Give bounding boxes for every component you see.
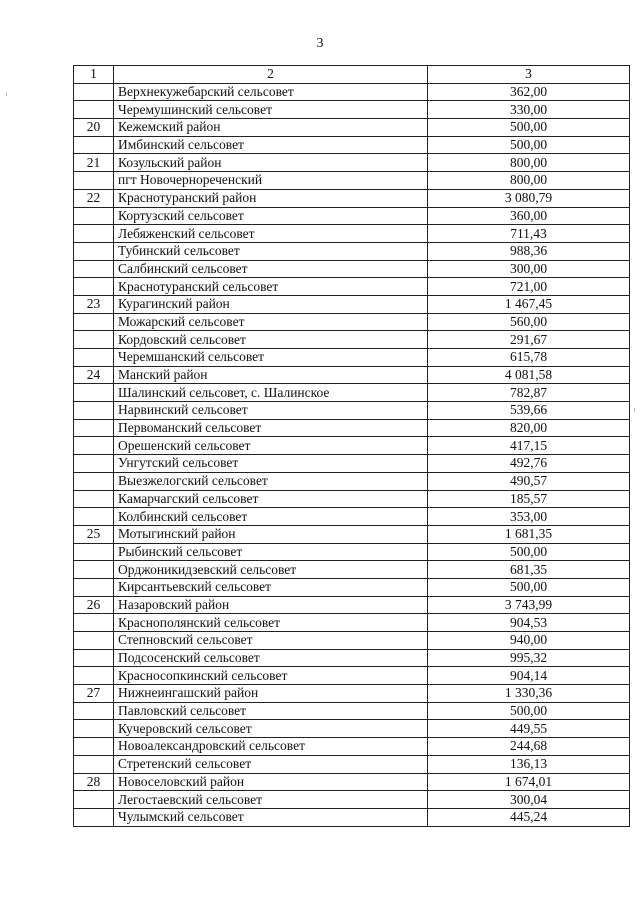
territory-name-cell: Красносопкинский сельсовет — [114, 667, 428, 685]
row-number-cell — [74, 720, 114, 738]
amount-cell: 820,00 — [428, 419, 630, 437]
territory-name-cell: Унгутский сельсовет — [114, 455, 428, 473]
territory-name-cell: Кучеровский сельсовет — [114, 720, 428, 738]
table-row — [74, 755, 630, 773]
territory-name-cell: Камарчагский сельсовет — [114, 490, 428, 508]
row-number-cell: 20 — [74, 119, 114, 137]
amount-cell: 539,66 — [428, 402, 630, 420]
row-number-cell — [74, 136, 114, 154]
territory-name-cell: Кирсантьевский сельсовет — [114, 578, 428, 596]
territory-name-cell: Черемшанский сельсовет — [114, 349, 428, 367]
amount-cell: 3 743,99 — [428, 596, 630, 614]
row-number-cell — [74, 649, 114, 667]
territory-name-cell: Верхнекужебарский сельсовет — [114, 83, 428, 101]
amount-cell: 362,00 — [428, 83, 630, 101]
table-row — [74, 578, 630, 596]
amount-cell: 360,00 — [428, 207, 630, 225]
amount-cell: 3 080,79 — [428, 189, 630, 207]
row-number-cell — [74, 738, 114, 756]
amount-cell: 330,00 — [428, 101, 630, 119]
territory-name-cell: Краснополянский сельсовет — [114, 614, 428, 632]
table-row — [74, 260, 630, 278]
amount-cell: 615,78 — [428, 349, 630, 367]
amount-cell: 445,24 — [428, 808, 630, 826]
table-row — [74, 402, 630, 420]
amount-cell: 800,00 — [428, 172, 630, 190]
row-number-cell — [74, 543, 114, 561]
territory-name-cell: Нарвинский сельсовет — [114, 402, 428, 420]
amount-cell: 560,00 — [428, 313, 630, 331]
scan-artifact-right — [634, 408, 635, 412]
table-row — [74, 738, 630, 756]
table-row — [74, 649, 630, 667]
amount-cell: 500,00 — [428, 578, 630, 596]
row-number-cell — [74, 614, 114, 632]
table-row — [74, 313, 630, 331]
table-row — [74, 455, 630, 473]
amount-cell: 721,00 — [428, 278, 630, 296]
table-row — [74, 119, 630, 137]
row-number-cell: 21 — [74, 154, 114, 172]
table-row — [74, 331, 630, 349]
territory-name-cell: Выезжелогский сельсовет — [114, 472, 428, 490]
amount-cell: 995,32 — [428, 649, 630, 667]
table-row — [74, 791, 630, 809]
table-row — [74, 490, 630, 508]
row-number-cell — [74, 278, 114, 296]
row-number-cell — [74, 313, 114, 331]
amount-cell: 782,87 — [428, 384, 630, 402]
territory-name-cell: Краснотуранский сельсовет — [114, 278, 428, 296]
territory-name-cell: Черемушинский сельсовет — [114, 101, 428, 119]
amount-cell: 500,00 — [428, 702, 630, 720]
table-row — [74, 437, 630, 455]
row-number-cell — [74, 508, 114, 526]
amount-cell: 904,14 — [428, 667, 630, 685]
row-number-cell — [74, 472, 114, 490]
row-number-cell — [74, 101, 114, 119]
territory-name-cell: Краснотуранский район — [114, 189, 428, 207]
territory-name-cell: Чулымский сельсовет — [114, 808, 428, 826]
row-number-cell — [74, 225, 114, 243]
territory-name-cell: Степновский сельсовет — [114, 632, 428, 650]
amount-cell: 800,00 — [428, 154, 630, 172]
amount-cell: 681,35 — [428, 561, 630, 579]
territory-name-cell: пгт Новочернореченский — [114, 172, 428, 190]
row-number-cell: 24 — [74, 366, 114, 384]
row-number-cell — [74, 419, 114, 437]
table-row — [74, 561, 630, 579]
allocation-table — [73, 65, 630, 827]
territory-name-cell: Тубинский сельсовет — [114, 242, 428, 260]
territory-name-cell: Мотыгинский район — [114, 525, 428, 543]
territory-name-cell: Салбинский сельсовет — [114, 260, 428, 278]
amount-cell: 904,53 — [428, 614, 630, 632]
column-header-number: 1 — [74, 66, 114, 84]
row-number-cell — [74, 667, 114, 685]
row-number-cell — [74, 808, 114, 826]
table-row — [74, 295, 630, 313]
row-number-cell — [74, 83, 114, 101]
table-row — [74, 667, 630, 685]
amount-cell: 291,67 — [428, 331, 630, 349]
table-row — [74, 189, 630, 207]
table-row — [74, 154, 630, 172]
territory-name-cell: Орджоникидзевский сельсовет — [114, 561, 428, 579]
territory-name-cell: Манский район — [114, 366, 428, 384]
territory-name-cell: Лебяженский сельсовет — [114, 225, 428, 243]
territory-name-cell: Козульский район — [114, 154, 428, 172]
territory-name-cell: Кежемский район — [114, 119, 428, 137]
table-row — [74, 702, 630, 720]
territory-name-cell: Легостаевский сельсовет — [114, 791, 428, 809]
territory-name-cell: Рыбинский сельсовет — [114, 543, 428, 561]
amount-cell: 449,55 — [428, 720, 630, 738]
row-number-cell — [74, 490, 114, 508]
row-number-cell: 27 — [74, 685, 114, 703]
row-number-cell — [74, 384, 114, 402]
row-number-cell — [74, 260, 114, 278]
row-number-cell — [74, 632, 114, 650]
territory-name-cell: Павловский сельсовет — [114, 702, 428, 720]
table-row — [74, 720, 630, 738]
territory-name-cell: Кордовский сельсовет — [114, 331, 428, 349]
table-row — [74, 525, 630, 543]
column-header-name: 2 — [114, 66, 428, 84]
territory-name-cell: Стретенский сельсовет — [114, 755, 428, 773]
table-row — [74, 543, 630, 561]
amount-cell: 500,00 — [428, 119, 630, 137]
scan-artifact-left — [6, 92, 7, 96]
amount-cell: 185,57 — [428, 490, 630, 508]
amount-cell: 300,00 — [428, 260, 630, 278]
territory-name-cell: Шалинский сельсовет, с. Шалинское — [114, 384, 428, 402]
amount-cell: 244,68 — [428, 738, 630, 756]
territory-name-cell: Орешенский сельсовет — [114, 437, 428, 455]
amount-cell: 136,13 — [428, 755, 630, 773]
table-row — [74, 101, 630, 119]
territory-name-cell: Колбинский сельсовет — [114, 508, 428, 526]
table-body — [74, 66, 630, 827]
table-row — [74, 614, 630, 632]
territory-name-cell: Новоселовский район — [114, 773, 428, 791]
row-number-cell — [74, 455, 114, 473]
table-row — [74, 773, 630, 791]
table-row — [74, 808, 630, 826]
row-number-cell: 23 — [74, 295, 114, 313]
table-row — [74, 207, 630, 225]
amount-cell: 492,76 — [428, 455, 630, 473]
amount-cell: 988,36 — [428, 242, 630, 260]
table-row — [74, 366, 630, 384]
amount-cell: 500,00 — [428, 136, 630, 154]
row-number-cell — [74, 172, 114, 190]
table-row — [74, 278, 630, 296]
table-row — [74, 136, 630, 154]
amount-cell: 500,00 — [428, 543, 630, 561]
territory-name-cell: Подсосенский сельсовет — [114, 649, 428, 667]
table-row — [74, 83, 630, 101]
row-number-cell — [74, 349, 114, 367]
table-row — [74, 508, 630, 526]
table-row — [74, 349, 630, 367]
territory-name-cell: Новоалександровский сельсовет — [114, 738, 428, 756]
amount-cell: 353,00 — [428, 508, 630, 526]
amount-cell: 711,43 — [428, 225, 630, 243]
column-header-value: 3 — [428, 66, 630, 84]
table-row — [74, 172, 630, 190]
table-row — [74, 632, 630, 650]
row-number-cell: 28 — [74, 773, 114, 791]
page-number: 3 — [316, 36, 324, 51]
row-number-cell: 26 — [74, 596, 114, 614]
amount-cell: 300,04 — [428, 791, 630, 809]
table-row — [74, 384, 630, 402]
table-row — [74, 472, 630, 490]
territory-name-cell: Назаровский район — [114, 596, 428, 614]
amount-cell: 4 081,58 — [428, 366, 630, 384]
amount-cell: 1 681,35 — [428, 525, 630, 543]
amount-cell: 1 330,36 — [428, 685, 630, 703]
row-number-cell — [74, 702, 114, 720]
table-row — [74, 242, 630, 260]
row-number-cell — [74, 437, 114, 455]
row-number-cell — [74, 242, 114, 260]
territory-name-cell: Кортузский сельсовет — [114, 207, 428, 225]
territory-name-cell: Нижнеингашский район — [114, 685, 428, 703]
row-number-cell — [74, 578, 114, 596]
amount-cell: 1 467,45 — [428, 295, 630, 313]
territory-name-cell: Первоманский сельсовет — [114, 419, 428, 437]
row-number-cell — [74, 402, 114, 420]
territory-name-cell: Имбинский сельсовет — [114, 136, 428, 154]
row-number-cell — [74, 207, 114, 225]
row-number-cell — [74, 331, 114, 349]
territory-name-cell: Можарский сельсовет — [114, 313, 428, 331]
amount-cell: 417,15 — [428, 437, 630, 455]
amount-cell: 940,00 — [428, 632, 630, 650]
row-number-cell — [74, 561, 114, 579]
row-number-cell — [74, 755, 114, 773]
table-row — [74, 596, 630, 614]
table-row — [74, 225, 630, 243]
table-header-row — [74, 66, 630, 84]
territory-name-cell: Курагинский район — [114, 295, 428, 313]
row-number-cell — [74, 791, 114, 809]
table-row — [74, 419, 630, 437]
table-row — [74, 685, 630, 703]
row-number-cell: 22 — [74, 189, 114, 207]
amount-cell: 490,57 — [428, 472, 630, 490]
amount-cell: 1 674,01 — [428, 773, 630, 791]
row-number-cell: 25 — [74, 525, 114, 543]
